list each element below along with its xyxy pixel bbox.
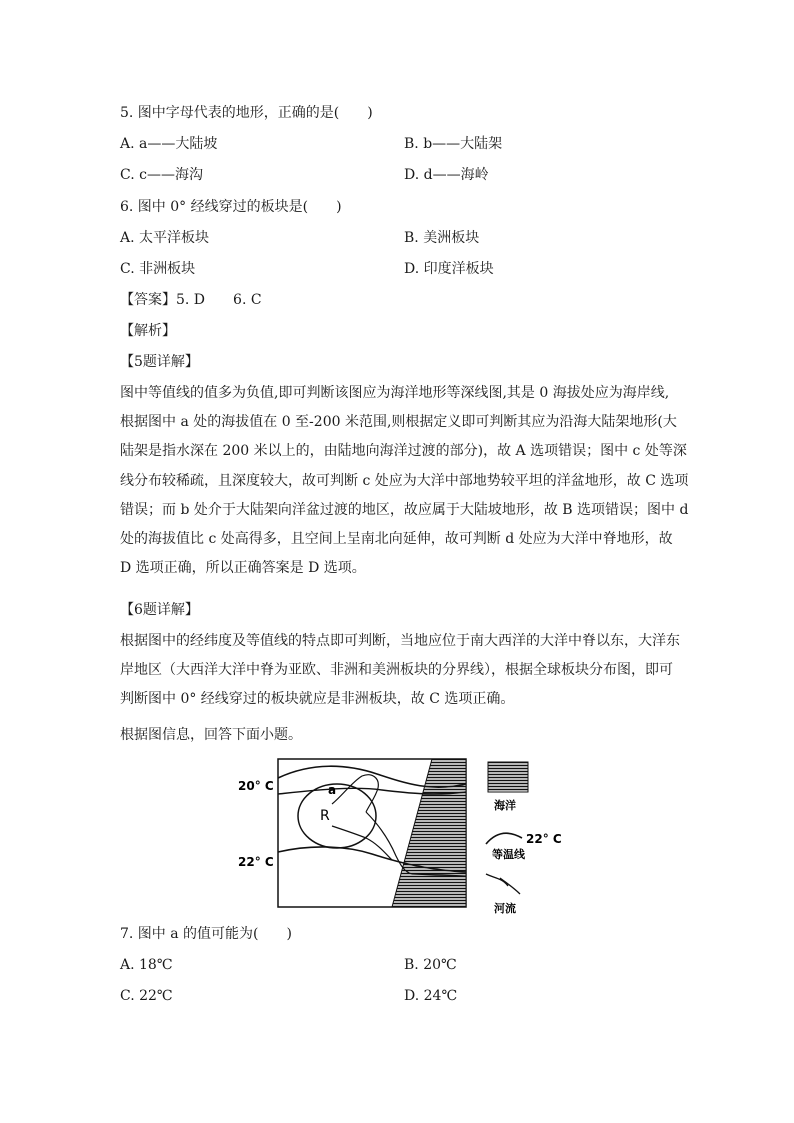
- intro-line: 根据图信息，回答下面小题。: [120, 727, 302, 743]
- q7-option-b: B. 20℃: [404, 957, 457, 973]
- q5-detail-line: 陆架是指水深在 200 米以上的，由陆地向海洋过渡的部分)，故 A 选项错误；图中 c 处等深: [120, 443, 687, 460]
- q6-option-a: A. 太平洋板块: [120, 230, 210, 246]
- isotherm-map-figure: [232, 752, 568, 916]
- legend-isotherm-line: [486, 833, 522, 844]
- q6-detail-heading: 【6题详解】: [120, 602, 199, 618]
- q5-detail-line: 图中等值线的值多为负值,即可判断该图应为海洋地形等深线图,其是 0 海拔处应为海岸线,: [120, 385, 670, 401]
- legend-isotherm-value: 22° C: [526, 832, 562, 846]
- q5-detail-line: 根据图中 a 处的海拔值在 0 至-200 米范围,则根据定义即可判断其应为沿海大陆架地形(大: [120, 414, 677, 431]
- q5-detail-line: 处的海拔值比 c 处高得多，且空间上呈南北向延伸，故可判断 d 处应为大洋中脊地形，故: [120, 530, 673, 547]
- q6-stem: 6. 图中 0° 经线穿过的板块是( ): [120, 199, 342, 215]
- q5-option-d: D. d——海岭: [404, 167, 489, 183]
- q6-option-b: B. 美洲板块: [404, 230, 480, 246]
- q5-detail-heading: 【5题详解】: [120, 354, 199, 370]
- label-r: R: [320, 808, 330, 824]
- q7-stem: 7. 图中 a 的值可能为( ): [120, 926, 292, 942]
- label-a: a: [328, 783, 337, 797]
- q7-option-c: C. 22℃: [120, 988, 173, 1004]
- answer-line: 【答案】5. D 6. C: [120, 292, 262, 308]
- q6-detail-line: 根据图中的经纬度及等值线的特点即可判断，当地应位于南大西洋的大洋中脊以东，大洋东: [120, 633, 680, 649]
- q7-option-d: D. 24℃: [404, 988, 458, 1004]
- q6-detail-line: 判断图中 0° 经线穿过的板块就应是非洲板块，故 C 选项正确。: [120, 691, 515, 708]
- q5-detail-line: D 选项正确，所以正确答案是 D 选项。: [120, 560, 366, 577]
- q5-detail-paragraph: [120, 383, 689, 587]
- legend-ocean-swatch: [488, 762, 528, 792]
- q6-detail-line: 岸地区（大西洋大洋中脊为亚欧、非洲和美洲板块的分界线），根据全球板块分布图，即可: [120, 662, 673, 679]
- q6-detail-paragraph: [120, 631, 680, 719]
- label-20c: 20° C: [238, 779, 274, 793]
- legend-river-line: [486, 874, 520, 894]
- q5-option-a: A. a——大陆坡: [120, 136, 218, 152]
- legend-ocean-label: 海洋: [494, 799, 516, 812]
- q5-detail-line: 线分布较稀疏，且深度较大，故可判断 c 处应为大洋中部地势较平坦的洋盆地形，故 C 选项: [120, 472, 689, 489]
- legend-isotherm-label: 等温线: [492, 848, 525, 861]
- analysis-heading: 【解析】: [120, 323, 176, 339]
- q7-option-a: A. 18℃: [120, 957, 173, 973]
- label-22c: 22° C: [238, 855, 274, 869]
- q5-option-b: B. b——大陆架: [404, 136, 503, 152]
- q5-detail-line: 错误；而 b 处介于大陆架向洋盆过渡的地区，故应属于大陆坡地形，故 B 选项错误；图中 d: [120, 501, 689, 518]
- legend-river-label: 河流: [494, 902, 516, 915]
- q6-option-c: C. 非洲板块: [120, 261, 196, 277]
- q6-option-d: D. 印度洋板块: [404, 261, 494, 277]
- q5-option-c: C. c——海沟: [120, 167, 203, 183]
- q5-stem: 5. 图中字母代表的地形，正确的是( ): [120, 105, 373, 121]
